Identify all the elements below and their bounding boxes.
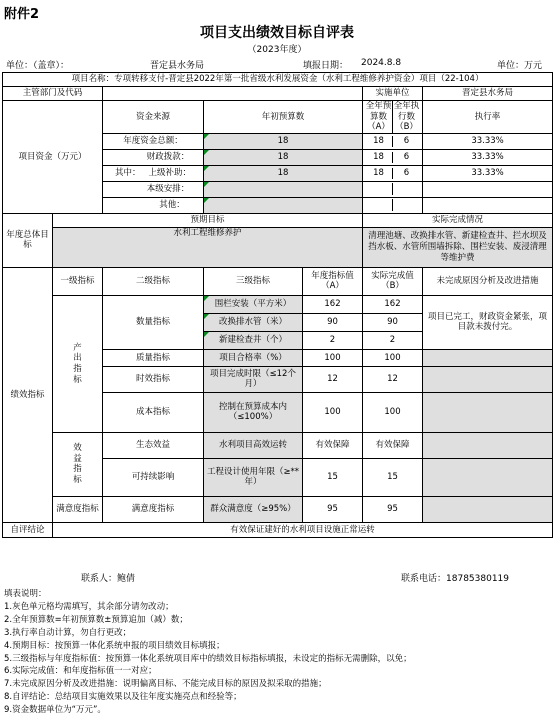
date-value: 2024.8.8 xyxy=(361,58,402,68)
perf-row-pipe-l3: 改换排水管（米） xyxy=(204,313,303,331)
contact-phone-value: 18785380119 xyxy=(446,574,510,584)
perf-row-fence-target: 162 xyxy=(303,295,363,313)
perf-header-l1: 一级指标 xyxy=(53,267,103,295)
funds-header-full xyxy=(363,101,423,134)
funds-header-rate: 执行率 xyxy=(423,101,553,134)
conclusion-text: 有效保证建好的水利项目设施正常运转 xyxy=(53,522,553,537)
fund-row-superior-text: 上级补助： xyxy=(148,168,192,179)
perf-row-satisfaction-l3: 群众满意度（≥95%） xyxy=(204,496,303,522)
fund-row-total-rate: 33.33% xyxy=(423,133,553,149)
perf-row-cost-actual: 100 xyxy=(363,392,423,432)
fund-row-total-label: 年度资金总额： xyxy=(103,133,204,149)
project-name-label: 项目名称： xyxy=(71,74,115,85)
fund-row-local-rate xyxy=(423,181,553,197)
perf-row-pipe-target: 90 xyxy=(303,313,363,331)
conclusion-label: 自评结论 xyxy=(3,522,53,537)
perf-row-satisfaction-l2: 满意度指标 xyxy=(103,496,204,522)
perf-row-cost-target: 100 xyxy=(303,392,363,432)
fund-row-fiscal-exec: 6 xyxy=(403,152,410,163)
fund-row-total-full: 18 xyxy=(365,136,393,147)
fund-row-superior-budget: 18 xyxy=(204,165,363,181)
project-name-value: 专项转移支付-晋定县2022年第一批省级水利发展资金（水利工程维修养护资金）项目（22-104） xyxy=(114,74,484,85)
fund-row-fiscal-pair xyxy=(365,152,420,163)
perf-row-eco-reason xyxy=(423,432,553,458)
contact-phone-label: 联系电话： xyxy=(401,574,447,584)
note-line: 2.全年预算数=年初预算数±预算追加（减）数； xyxy=(4,614,188,625)
perf-row-well-l3: 新建检查井（个） xyxy=(204,331,303,349)
goals-actual-header: 实际完成情况 xyxy=(363,213,553,227)
note-line: 1.灰色单元格均需填写，其余部分请勿改动； xyxy=(4,601,174,612)
dept-value xyxy=(103,87,363,101)
note-line: 7.未完成原因分析及改进措施：说明偏离目标、不能完成目标的原因及拟采取的措施； xyxy=(4,679,327,690)
fund-row-superior-exec: 6 xyxy=(403,168,410,179)
contact-person-value: 鲍倩 xyxy=(117,574,136,584)
fund-row-superior-split xyxy=(363,165,423,181)
perf-row-cost-l2: 成本指标 xyxy=(103,392,204,432)
perf-row-satisfaction-target: 95 xyxy=(303,496,363,522)
perf-row-satisfaction-reason xyxy=(423,496,553,522)
perf-header-l3: 三级指标 xyxy=(204,267,303,295)
fund-row-total-split xyxy=(363,133,423,149)
funds-header-exec: 全年执行数（B） xyxy=(393,101,420,133)
fund-row-other-pair xyxy=(365,199,420,211)
fund-row-superior-label xyxy=(103,165,204,181)
perf-row-fence-l3: 围栏安装（平方米） xyxy=(204,295,303,313)
perf-row-satisfaction-actual: 95 xyxy=(363,496,423,522)
fund-row-fiscal-rate: 33.33% xyxy=(423,149,553,165)
page-title: 项目支出绩效目标自评表 xyxy=(200,25,354,41)
money-unit: 单位：万元 xyxy=(497,61,543,71)
fund-row-superior-full: 18 xyxy=(365,168,393,179)
perf-row-eco-l2: 生态效益 xyxy=(103,432,204,458)
perf-row-sustain-target: 15 xyxy=(303,458,363,496)
perf-header-l2: 二级指标 xyxy=(103,267,204,295)
perf-quantity-label: 数量指标 xyxy=(103,295,204,349)
perf-row-sustain-reason xyxy=(423,458,553,496)
perf-row-well-target: 2 xyxy=(303,331,363,349)
perf-row-time-target: 12 xyxy=(303,366,363,392)
fund-row-other-budget xyxy=(204,197,363,213)
perf-row-fence-actual: 162 xyxy=(363,295,423,313)
perf-row-quality-l3: 项目合格率（%） xyxy=(204,349,303,366)
perf-row-time-reason xyxy=(423,366,553,392)
perf-row-quality-actual: 100 xyxy=(363,349,423,366)
fund-row-superior-prefix: 其中： xyxy=(114,168,141,179)
perf-row-eco-actual: 有效保障 xyxy=(363,432,423,458)
perf-header-actual: 实际完成值（B） xyxy=(363,267,423,295)
perf-effect-label: 效益指标 xyxy=(53,432,103,496)
perf-header-reason: 未完成原因分析及改进措施 xyxy=(423,267,553,295)
fund-row-other-label: 其他： xyxy=(103,197,204,213)
perf-satisfaction-l1: 满意度指标 xyxy=(53,496,103,522)
fund-row-other-exec xyxy=(393,199,421,211)
funds-header-source: 资金来源 xyxy=(103,101,204,134)
date-label: 填报日期： xyxy=(303,61,349,71)
fund-row-fiscal-label: 财政拨款： xyxy=(103,149,204,165)
dept-label: 主管部门及代码 xyxy=(3,87,103,101)
fund-row-local-label: 本级安排： xyxy=(103,181,204,197)
perf-output-label: 产出指标 xyxy=(53,295,103,432)
perf-row-sustain-l2: 可持续影响 xyxy=(103,458,204,496)
contact-person-label: 联系人： xyxy=(81,574,118,584)
note-line: 5.三级指标与年度指标值：按预算一体化系统项目库中的绩效目标指标填报，未设定的指标无需删除，以免； xyxy=(4,653,412,664)
fund-row-total-budget: 18 xyxy=(204,133,363,149)
contact-person xyxy=(81,571,135,584)
fund-row-local-exec xyxy=(393,183,421,195)
fund-row-other-split xyxy=(363,197,423,213)
annex-label: 附件2 xyxy=(4,7,40,22)
report-year: （2023年度） xyxy=(247,45,307,55)
note-line: 6.实际完成值：和年度指标值一一对应； xyxy=(4,666,157,677)
evaluation-table xyxy=(2,72,553,538)
perf-reason-text: 项目已完工，财政资金紧张，项目款未拨付完。 xyxy=(423,295,553,349)
perf-row-quality-reason xyxy=(423,349,553,366)
note-line: 9.资金数据单位为“万元”。 xyxy=(4,705,106,716)
fund-row-fiscal-split xyxy=(363,149,423,165)
fund-row-fiscal-budget: 18 xyxy=(204,149,363,165)
goals-expected-text: 水利工程维修养护 xyxy=(53,227,363,267)
perf-row-cost-reason xyxy=(423,392,553,432)
goals-expected-header: 预期目标 xyxy=(53,213,363,227)
goals-section-label: 年度总体目标 xyxy=(3,213,53,267)
fund-row-local-full xyxy=(365,183,393,195)
fund-row-local-budget xyxy=(204,181,363,197)
funds-header-split xyxy=(365,101,420,133)
project-name-row xyxy=(3,73,553,87)
funds-header-budget: 年初预算数 xyxy=(204,101,363,134)
perf-row-quality-l2: 质量指标 xyxy=(103,349,204,366)
fund-row-fiscal-full: 18 xyxy=(365,152,393,163)
fund-row-local-split xyxy=(363,181,423,197)
perf-row-well-actual: 2 xyxy=(363,331,423,349)
note-line: 8.自评结论：总结项目实施效果以及往年度实施亮点和经验等； xyxy=(4,692,242,703)
note-line: 填表说明： xyxy=(4,589,47,599)
perf-header-target: 年度指标值（A） xyxy=(303,267,363,295)
fund-row-total-exec: 6 xyxy=(403,136,410,147)
fund-row-superior-rate: 33.33% xyxy=(423,165,553,181)
contact-phone xyxy=(401,571,509,584)
fund-row-superior-pair xyxy=(365,168,420,179)
funds-section-label: 项目资金（万元） xyxy=(3,101,103,214)
fund-row-total-pair xyxy=(365,136,420,147)
perf-section-label: 绩效指标 xyxy=(3,267,53,522)
unit-label: 单位：（盖章）： xyxy=(6,61,70,71)
perf-row-time-actual: 12 xyxy=(363,366,423,392)
fund-row-local-pair xyxy=(365,183,420,195)
note-line: 3.执行率自动计算，勿自行更改； xyxy=(4,627,132,638)
perf-row-sustain-actual: 15 xyxy=(363,458,423,496)
impl-unit-label: 实施单位 xyxy=(363,87,423,101)
perf-row-time-l3: 项目完成时限（≤12个月） xyxy=(204,366,303,392)
perf-row-eco-l3: 水利项目高效运转 xyxy=(204,432,303,458)
unit-value: 晋定县水务局 xyxy=(150,61,205,71)
perf-row-quality-target: 100 xyxy=(303,349,363,366)
funds-header-full-cell: 全年预算数（A） xyxy=(365,101,392,133)
perf-row-pipe-actual: 90 xyxy=(363,313,423,331)
perf-row-cost-l3: 控制在预算成本内（≤100%） xyxy=(204,392,303,432)
perf-row-eco-target: 有效保障 xyxy=(303,432,363,458)
perf-row-time-l2: 时效指标 xyxy=(103,366,204,392)
impl-unit-value: 晋定县水务局 xyxy=(423,87,553,101)
note-line: 4.预期目标：按预算一体化系统申报的项目绩效目标填报； xyxy=(4,640,225,651)
fund-row-other-full xyxy=(365,199,393,211)
fund-row-other-rate xyxy=(423,197,553,213)
fill-instructions xyxy=(4,588,550,717)
perf-row-sustain-l3: 工程设计使用年限（≥**年） xyxy=(204,458,303,496)
goals-actual-text: 清理池塘、改换排水管、新建检查井、拦水坝及挡水板、水管所围墙拆除、围栏安装、废浸清理等维护费 xyxy=(363,227,553,267)
